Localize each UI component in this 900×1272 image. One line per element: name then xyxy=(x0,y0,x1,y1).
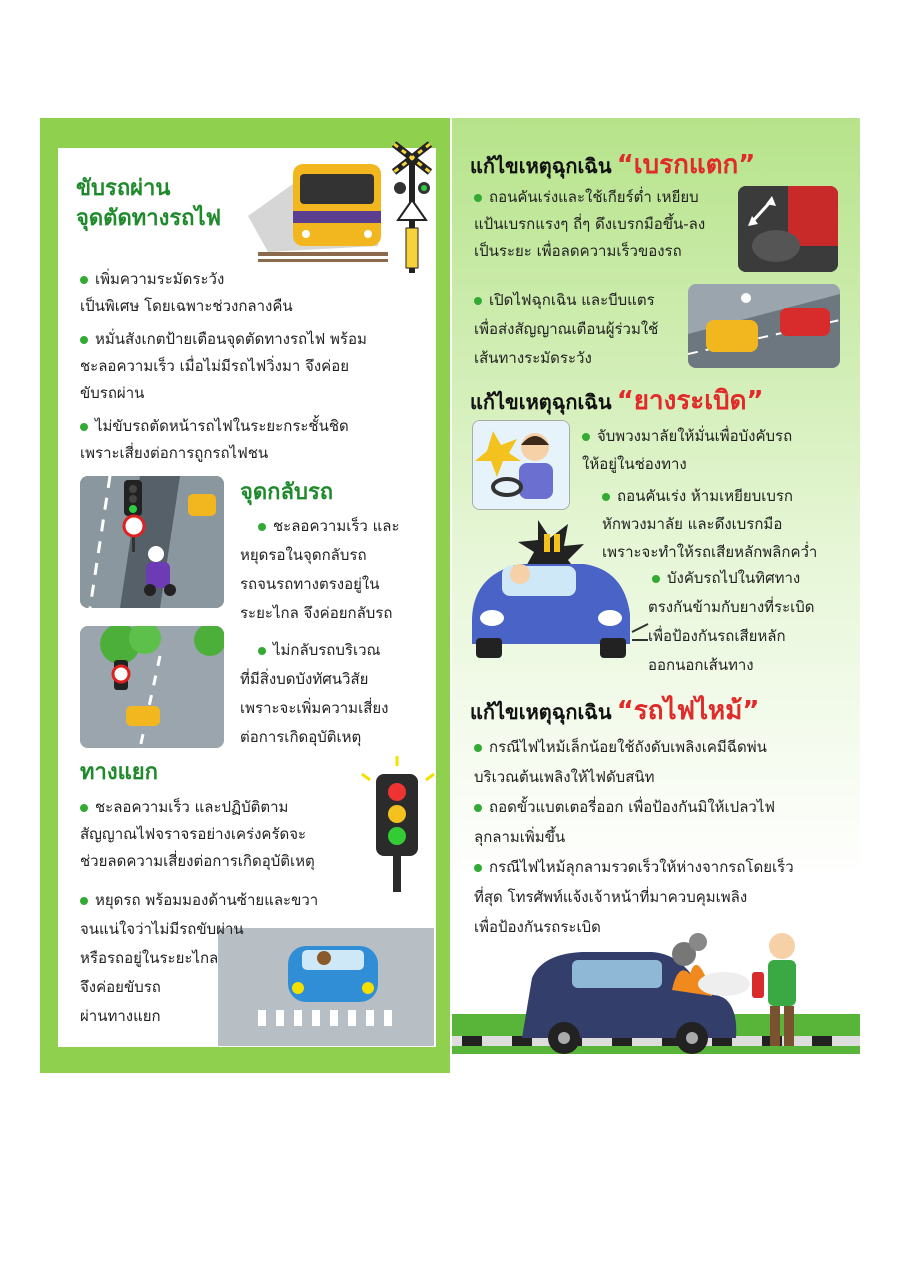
train-illustration xyxy=(248,156,388,264)
fire-text: ลุกลามเพิ่มขึ้น xyxy=(474,828,566,846)
railway-title-2: จุดตัดทางรถไฟ xyxy=(76,206,222,231)
fire-heading-prefix: แก้ไขเหตุฉุกเฉิน xyxy=(470,700,612,724)
uturn-text: ชะลอความเร็ว และ xyxy=(273,517,400,535)
intersection-text: หรือรถอยู่ในระยะไกล xyxy=(80,949,219,967)
bullet-icon xyxy=(474,297,482,305)
tire-burst-car-illustration xyxy=(464,514,650,664)
intersection-text: ผ่านทางแยก xyxy=(80,1007,161,1025)
intersection-bullet-2 xyxy=(80,886,380,1031)
railway-bullet-1 xyxy=(80,266,420,293)
bullet-icon xyxy=(474,194,482,202)
tire-bullet-3 xyxy=(648,564,844,680)
intersection-text: หยุดรถ พร้อมมองด้านซ้ายและขวา xyxy=(95,891,319,909)
uturn-text: หยุดรอในจุดกลับรถ xyxy=(240,546,367,564)
tire-text: เพื่อป้องกันรถเสียหลัก xyxy=(648,627,786,645)
bullet-icon xyxy=(80,336,88,344)
hazard-lights-illustration xyxy=(688,284,840,368)
railway-text-line: ขับรถผ่าน xyxy=(80,384,145,402)
right-panel xyxy=(452,118,860,1073)
brake-bullet-2 xyxy=(474,286,714,373)
uturn-text: เพราะจะเพิ่มความเสี่ยง xyxy=(240,699,389,717)
fire-bullets xyxy=(474,732,854,942)
tire-text: บังคับรถไปในทิศทาง xyxy=(667,569,801,587)
bullet-icon xyxy=(80,897,88,905)
railway-crossing-sign-icon xyxy=(388,138,436,278)
tire-heading-title: “ยางระเบิด” xyxy=(616,386,764,416)
bullet-icon xyxy=(474,804,482,812)
uturn-title: จุดกลับรถ xyxy=(240,480,334,505)
intersection-text: ชะลอความเร็ว และปฏิบัติตาม xyxy=(95,798,289,816)
railway-bullet-2 xyxy=(80,326,420,353)
railway-text: เพิ่มความระมัดระวัง xyxy=(95,270,225,288)
railway-text-line: เพราะเสี่ยงต่อการถูกรถไฟชน xyxy=(80,444,269,462)
fire-text: ที่สุด โทรศัพท์แจ้งเจ้าหน้าที่มาควบคุมเพลิง xyxy=(474,888,748,906)
brake-heading-title: “เบรกแตก” xyxy=(616,150,756,180)
intersection-bullet-1 xyxy=(80,794,380,875)
uturn-road-illustration xyxy=(80,476,224,608)
railway-title-1: ขับรถผ่าน xyxy=(76,176,171,201)
uturn-text: รถจนรถทางตรงอยู่ใน xyxy=(240,575,380,593)
tire-bullet-1 xyxy=(582,422,844,478)
brake-pedal-illustration xyxy=(738,186,838,272)
fire-text: กรณีไฟไหม้เล็กน้อยใช้ถังดับเพลิงเคมีฉีดพ่น xyxy=(489,738,767,756)
car-fire-illustration xyxy=(452,918,860,1073)
driver-illustration xyxy=(472,420,570,510)
uturn-trees-illustration xyxy=(80,626,224,748)
brake-bullet-1 xyxy=(474,184,744,265)
intersection-text: ช่วยลดความเสี่ยงต่อการเกิดอุบัติเหตุ xyxy=(80,852,315,870)
bullet-icon xyxy=(652,575,660,583)
uturn-bullet-2 xyxy=(240,636,420,752)
bullet-icon xyxy=(602,493,610,501)
fire-text: บริเวณต้นเพลิงให้ไฟดับสนิท xyxy=(474,768,655,786)
fire-heading xyxy=(470,690,759,731)
bullet-icon xyxy=(474,744,482,752)
bullet-icon xyxy=(258,523,266,531)
tire-text: ตรงกันข้ามกับยางที่ระเบิด xyxy=(648,598,815,616)
intersection-text: จนแน่ใจว่าไม่มีรถขับผ่าน xyxy=(80,920,244,938)
bullet-icon xyxy=(80,423,88,431)
uturn-bullet-1 xyxy=(240,512,420,628)
uturn-text: ระยะไกล จึงค่อยกลับรถ xyxy=(240,604,393,622)
brake-text: เปิดไฟฉุกเฉิน และบีบแตร xyxy=(489,291,655,309)
tire-text: จับพวงมาลัยให้มั่นเพื่อบังคับรถ xyxy=(597,427,793,445)
brake-text: ถอนคันเร่งและใช้เกียร์ต่ำ เหยียบ xyxy=(489,188,699,206)
bullet-icon xyxy=(582,433,590,441)
intersection-text: จึงค่อยขับรถ xyxy=(80,978,161,996)
railway-text-line: ชะลอความเร็ว เมื่อไม่มีรถไฟวิ่งมา จึงค่อย xyxy=(80,357,349,375)
left-panel xyxy=(40,118,450,1073)
brake-text: เป็นระยะ เพื่อลดความเร็วของรถ xyxy=(474,242,682,260)
railway-text-line: เป็นพิเศษ โดยเฉพาะช่วงกลางคืน xyxy=(80,297,293,315)
tire-heading xyxy=(470,380,764,421)
tire-heading-prefix: แก้ไขเหตุฉุกเฉิน xyxy=(470,390,612,414)
railway-bullet-3 xyxy=(80,413,420,440)
brake-text: เพื่อส่งสัญญาณเตือนผู้ร่วมใช้ xyxy=(474,320,659,338)
intersection-title: ทางแยก xyxy=(80,760,158,785)
tire-text: หักพวงมาลัย และดึงเบรกมือ xyxy=(602,515,783,533)
bullet-icon xyxy=(474,864,482,872)
left-panel-content xyxy=(58,148,436,1047)
fire-text: ถอดขั้วแบตเตอรี่ออก เพื่อป้องกันมิให้เปลวไฟ xyxy=(489,798,775,816)
tire-text: เพราะจะทำให้รถเสียหลักพลิกคว่ำ xyxy=(602,543,818,561)
uturn-text: ต่อการเกิดอุบัติเหตุ xyxy=(240,728,362,746)
tire-text: ถอนคันเร่ง ห้ามเหยียบเบรก xyxy=(617,487,794,505)
railway-text: หมั่นสังเกตป้ายเตือนจุดตัดทางรถไฟ พร้อม xyxy=(95,330,367,348)
brake-heading xyxy=(470,144,755,185)
fire-heading-title: “รถไฟไหม้” xyxy=(616,696,760,726)
intersection-text: สัญญาณไฟจราจรอย่างเคร่งครัดจะ xyxy=(80,825,307,843)
uturn-text: ไม่กลับรถบริเวณ xyxy=(273,641,381,659)
bullet-icon xyxy=(80,276,88,284)
uturn-text: ที่มีสิ่งบดบังทัศนวิสัย xyxy=(240,670,369,688)
tire-text: ให้อยู่ในช่องทาง xyxy=(582,455,687,473)
brake-heading-prefix: แก้ไขเหตุฉุกเฉิน xyxy=(470,154,612,178)
brake-text: เส้นทางระมัดระวัง xyxy=(474,349,592,367)
bullet-icon xyxy=(80,804,88,812)
tire-text: ออกนอกเส้นทาง xyxy=(648,656,754,674)
brake-text: แป้นเบรกแรงๆ ถี่ๆ ดึงเบรกมือขึ้น-ลง xyxy=(474,215,706,233)
fire-text: เพื่อป้องกันรถระเบิด xyxy=(474,918,601,936)
bullet-icon xyxy=(258,647,266,655)
fire-text: กรณีไฟไหม้ลุกลามรวดเร็วให้ห่างจากรถโดยเร็ว xyxy=(489,858,794,876)
railway-text: ไม่ขับรถตัดหน้ารถไฟในระยะกระชั้นชิด xyxy=(95,417,349,435)
